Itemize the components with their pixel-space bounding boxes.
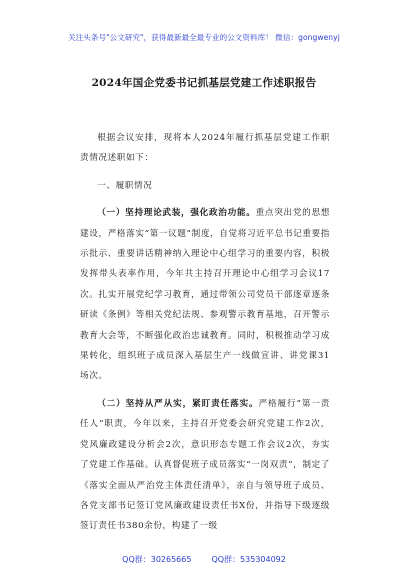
paragraph-responsibility — [80, 394, 330, 537]
qq-group-2[interactable]: QQ群：535304092 — [211, 555, 286, 564]
section-heading: 一、履职情况 — [97, 180, 153, 191]
footer-contacts — [0, 554, 408, 565]
paragraph-theory — [80, 203, 330, 387]
paragraph-text: 重点突出党的思想建设，严格落实“第一议题”制度，自觉将习近平总书记重要指示批示、重要讲话精神纳入理论中心组学习的重要内容，积极发挥带头表率作用，今年共主持召开理论中心组学习会议17次。扎实开展党纪学习教育，通过带领公司党员干部逐章逐条研读《条例》等相关党纪法规、参观警示教育基地，召开警示教育大会等，不断强化政治忠诚教育。同时，积极推动学习成果转化，组织班子成员深入基层生产一线做宣讲、讲党课31场次。 — [80, 208, 330, 382]
intro-paragraph: 根据会议安排，现将本人2024年履行抓基层党建工作职责情况述职如下： — [80, 133, 330, 164]
paragraph-lead: （二）坚持从严从实，紧盯责任落实。 — [97, 398, 259, 409]
document-title: 2024年国企党委书记抓基层党建工作述职报告 — [91, 77, 317, 89]
qq-group-1[interactable]: QQ群：30265665 — [122, 555, 192, 564]
paragraph-lead: （一）坚持理论武装，强化政治功能。 — [97, 208, 256, 219]
document-body — [80, 128, 330, 544]
paragraph-text: 严格履行“第一责任人”职责，今年以来，主持召开党委会研究党建工作2次，党风廉政建设分析会2次，意识形态专题工作会议2次，夯实了党建工作基础。认真督促班子成员落实“一岗双责”，制定了《落实全面从严治党主体责任清单》，亲自与领导班子成员、各党支部书记签订党风廉政建设责任书X份，并指导下级逐级签订责任书380余份，构建了一级 — [80, 398, 330, 532]
header-banner[interactable]: 关注头条号"公文研究"，获得最新最全最专业的公文资料库！ 微信：gongwenyj — [68, 33, 340, 42]
